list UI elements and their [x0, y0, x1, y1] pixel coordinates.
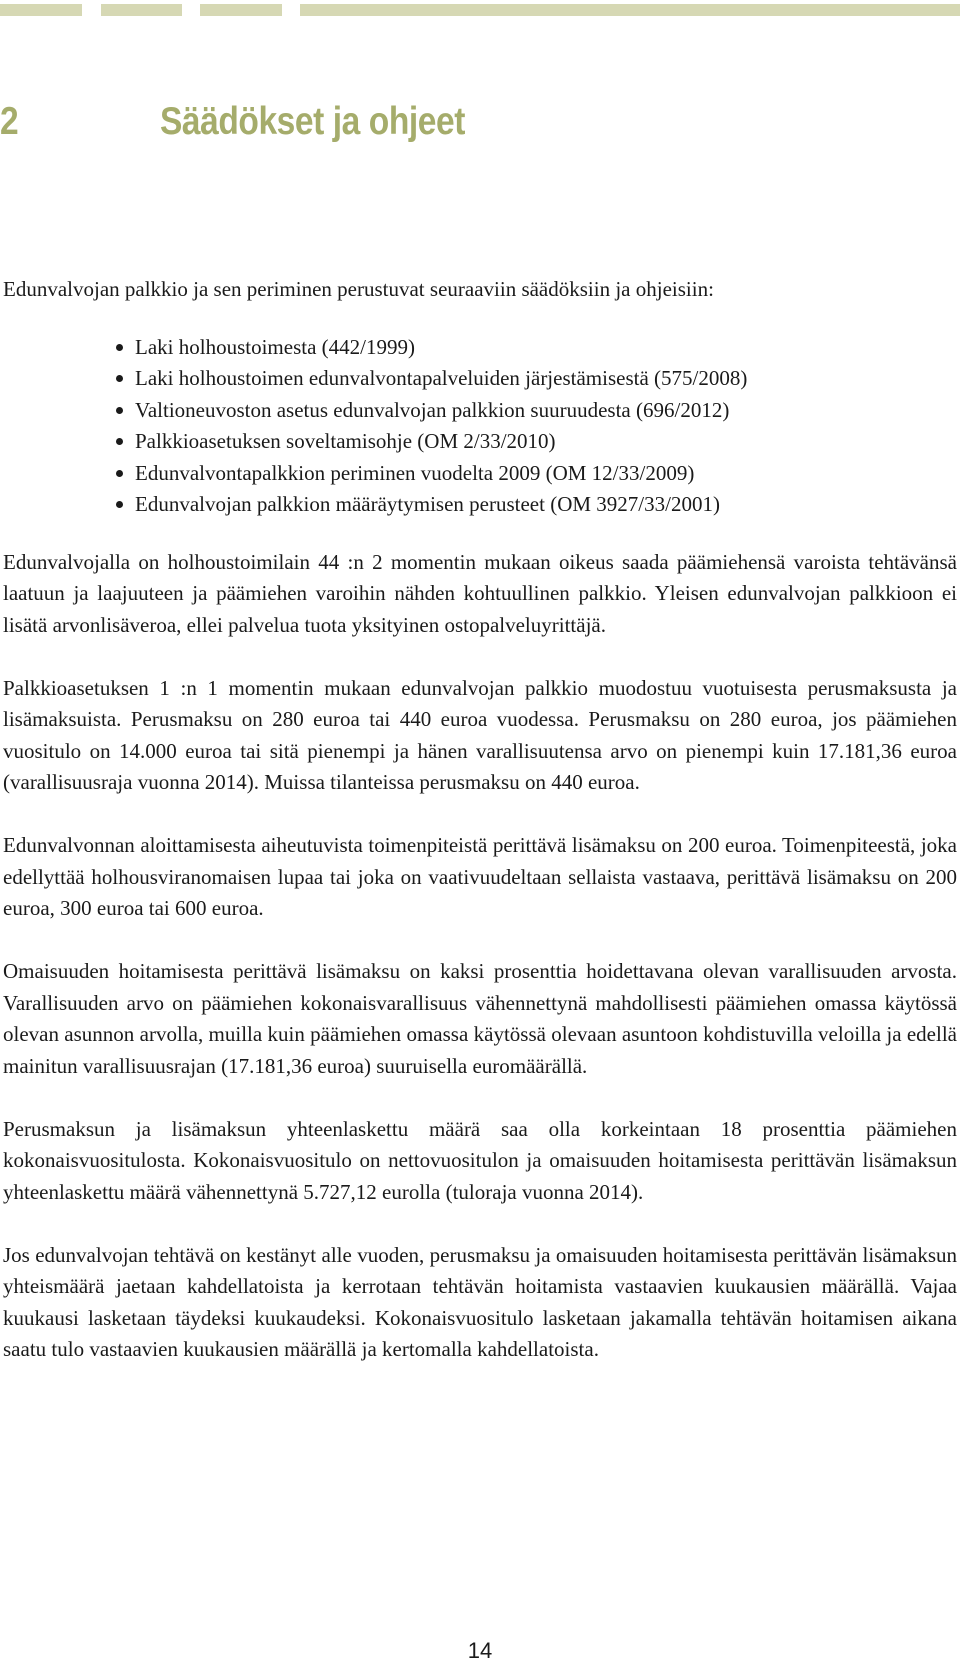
list-item: [3, 458, 957, 490]
bullet-icon: [116, 438, 123, 445]
chapter-number: 2: [0, 100, 19, 143]
body-paragraph: Edunvalvonnan aloittamisesta aiheutuvista toimenpiteistä perittävä lisämaksu on 200 euroa. Toimenpiteestä, joka edellyttää holhousviranomaisen lupaa tai joka on vaativuudeltaan sellaista vastaava, perittävä lisämaksu on 200 euroa, 300 euroa tai 600 euroa.: [3, 833, 957, 920]
bullet-icon: [116, 344, 123, 351]
list-item: [3, 395, 957, 427]
body-paragraph: Palkkioasetuksen 1 :n 1 momentin mukaan edunvalvojan palkkio muodostuu vuotuisesta perusmaksusta ja lisämaksuista. Perusmaksu on 280 euroa tai 440 euroa vuodessa. Perusmaksu on 280 euroa, jos päämiehen vuositulo on 14.000 euroa tai sitä pienempi ja hänen varallisuutensa arvo on pienempi kuin 17.181,36 euroa (varallisuusraja vuonna 2014). Muissa tilanteissa perusmaksu on 440 euroa.: [3, 675, 957, 794]
list-item-text: Laki holhoustoimen edunvalvontapalveluiden järjestämisestä (575/2008): [135, 366, 748, 390]
body-paragraph: Omaisuuden hoitamisesta perittävä lisämaksu on kaksi prosenttia hoidettavana olevan varallisuuden arvosta. Varallisuuden arvo on päämiehen kokonaisvarallisuus vähennettynä mahdollisesti päämiehen omassa käytössä olevan asunnon arvolla, muilla kuin päämiehen omassa käytössä olevaan asuntoon kohdistuvilla veloilla ja edellä mainitun varallisuusrajan (17.181,36 euroa) suuruisella euromäärällä.: [3, 959, 957, 1078]
bullet-icon: [116, 501, 123, 508]
list-item-text: Edunvalvojan palkkion määräytymisen perusteet (OM 3927/33/2001): [135, 492, 720, 516]
bullet-icon: [116, 470, 123, 477]
body-paragraph: Jos edunvalvojan tehtävä on kestänyt alle vuoden, perusmaksu ja omaisuuden hoitamisesta perittävän lisämaksun yhteismäärä jaetaan kahdellatoista ja kerrotaan tehtävän hoitamista vastaavien kuukausien määrällä. Vajaa kuukausi lasketaan täydeksi kuukaudeksi. Kokonaisvuositulo lasketaan jakamalla tehtävän hoitamisen aikana saatu tulo vastaavien kuukausien määrällä ja kertomalla kahdellatoista.: [3, 1242, 957, 1361]
header-bar: [200, 4, 282, 16]
list-item-text: Valtioneuvoston asetus edunvalvojan palkkion suuruudesta (696/2012): [135, 397, 730, 422]
header-bar: [300, 4, 960, 16]
list-item: [3, 332, 957, 364]
header-bar: [101, 4, 182, 16]
regulation-list: [3, 332, 957, 521]
body-paragraph: Edunvalvojalla on holhoustoimilain 44 :n 2 momentin mukaan oikeus saada päämiehensä varoista tehtävänsä laatuun ja laajuuteen ja päämiehen varoihin nähden kohtuullinen palkkio. Yleisen edunvalvojan palkkioon ei lisätä arvonlisäveroa, ellei palvelua tuota yksityinen ostopalveluyrittäjä.: [3, 549, 957, 637]
intro-paragraph: Edunvalvojan palkkio ja sen periminen perustuvat seuraaviin säädöksiin ja ohjeisiin:: [3, 277, 714, 301]
header-decoration-bars: [0, 4, 960, 16]
list-item: [3, 363, 957, 395]
document-body: [3, 274, 957, 1397]
list-item: [3, 426, 957, 458]
list-item-text: Edunvalvontapalkkion periminen vuodelta 2009 (OM 12/33/2009): [135, 460, 695, 485]
header-bar: [0, 4, 82, 16]
list-item-text: Laki holhoustoimesta (442/1999): [135, 334, 415, 359]
bullet-icon: [116, 407, 123, 414]
list-item: [3, 489, 957, 521]
chapter-title: Säädökset ja ohjeet: [159, 100, 465, 143]
bullet-icon: [116, 375, 123, 382]
list-item-text: Palkkioasetuksen soveltamisohje (OM 2/33/2010): [135, 429, 556, 453]
body-paragraph: Perusmaksun ja lisämaksun yhteenlaskettu määrä saa olla korkeintaan 18 prosenttia päämiehen kokonaisvuositulosta. Kokonaisvuositulo on nettovuositulon ja omaisuuden hoitamisesta perittävän lisämaksun yhteenlaskettu määrä vähennettynä 5.727,12 eurolla (tuloraja vuonna 2014).: [3, 1116, 957, 1204]
chapter-heading: [0, 100, 465, 144]
page-number: 14: [467, 1638, 493, 1663]
